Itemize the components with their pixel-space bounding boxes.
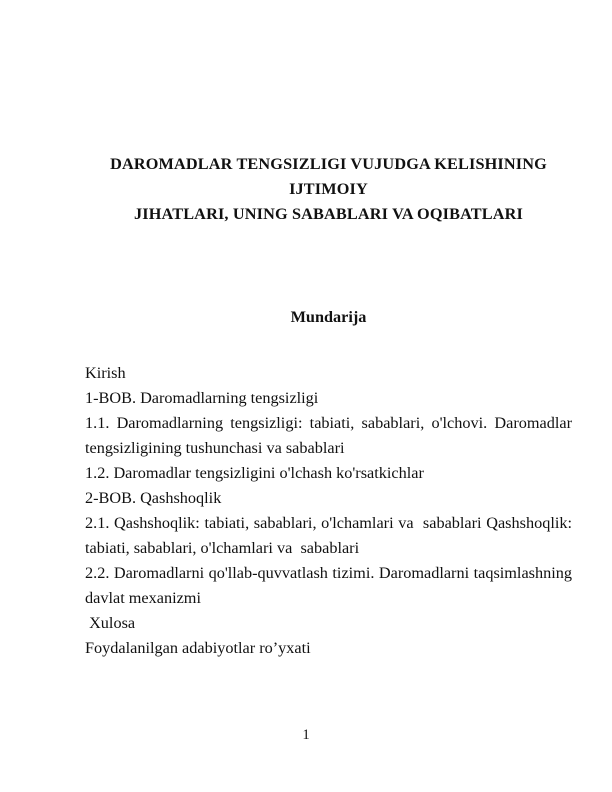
- page-content: [85, 0, 577, 661]
- toc-entry-bob-1[interactable]: 1-BOB. Daromadlarning tengsizligi: [85, 389, 319, 407]
- toc-entry-1-2[interactable]: 1.2. Daromadlar tengsizligini o'lchash ko'rsatkichlar: [85, 464, 424, 482]
- top-margin-spacer: [85, 0, 572, 152]
- table-of-contents-list: [85, 361, 577, 661]
- toc-entry-kirish[interactable]: Kirish: [85, 364, 126, 382]
- toc-entry-bob-2[interactable]: 2-BOB. Qashshoqlik: [85, 489, 222, 507]
- document-title-line-1: DAROMADLAR TENGSIZLIGI VUJUDGA KELISHINING IJTIMOIY: [110, 155, 547, 198]
- document-title-line-2: JIHATLARI, UNING SABABLARI VA OQIBATLARI: [133, 205, 523, 223]
- toc-entry-1-1[interactable]: 1.1. Daromadlarning tengsizligi: tabiati, sabablari, o'lchovi. Daromadlar tengsizligining tushunchasi va sabablari: [85, 414, 577, 457]
- toc-entry-xulosa[interactable]: Xulosa: [85, 614, 136, 632]
- toc-entry-2-2[interactable]: 2.2. Daromadlarni qo'llab-quvvatlash tizimi. Daromadlarni taqsimlashning davlat mexanizmi: [85, 564, 577, 607]
- page-number: 1: [302, 727, 310, 743]
- toc-entry-references[interactable]: Foydalanilgan adabiyotlar ro’yxati: [85, 639, 311, 657]
- toc-entry-2-1[interactable]: 2.1. Qashshoqlik: tabiati, sabablari, o'lchamlari va sabablari Qashshoqlik: tabiati, sabablari, o'lchamlari va sabablari: [85, 514, 577, 557]
- heading-to-list-spacer: [85, 330, 572, 361]
- document-title: [85, 152, 572, 227]
- table-of-contents-heading: Mundarija: [290, 308, 367, 326]
- title-to-heading-spacer: [85, 227, 572, 305]
